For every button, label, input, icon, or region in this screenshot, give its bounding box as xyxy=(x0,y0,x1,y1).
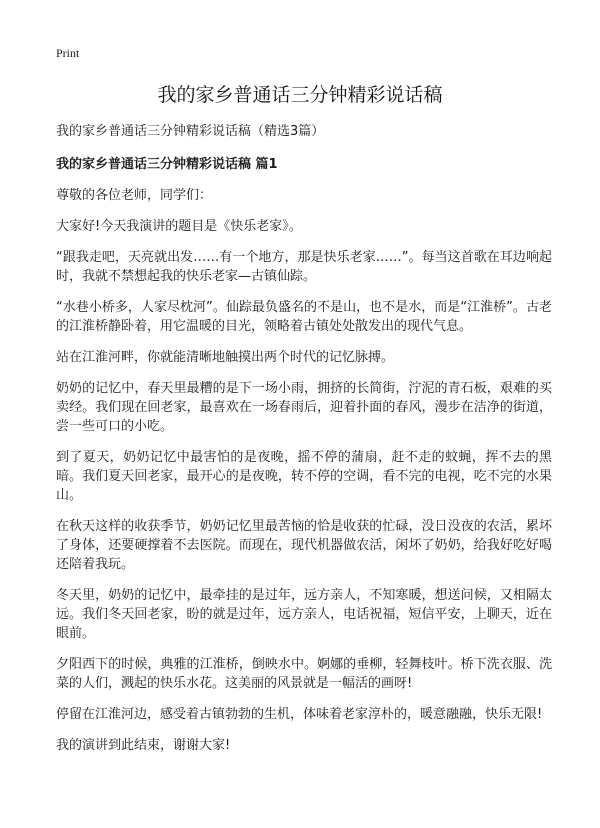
paragraph: 我的演讲到此结束，谢谢大家! xyxy=(56,738,231,753)
document-subtitle: 我的家乡普通话三分钟精彩说话稿（精选3篇） xyxy=(56,124,325,139)
document-body xyxy=(56,122,552,767)
section-heading: 我的家乡普通话三分钟精彩说话稿 篇1 xyxy=(56,157,278,172)
paragraph: 奶奶的记忆中，春天里最糟的是下一场小雨，拥挤的长简街，泞泥的青石板，艰难的买卖经。我们现在回老家，最喜欢在一场春雨后，迎着扑面的春风，漫步在洁净的街道，尝一些可口的小吃。 xyxy=(56,381,552,434)
paragraph: 站在江淮河畔，你就能清晰地触摸出两个时代的记忆脉搏。 xyxy=(56,350,395,365)
page-title: 我的家乡普通话三分钟精彩说话稿 xyxy=(157,84,443,106)
paragraph: 夕阳西下的时候，典雅的江淮桥，倒映水中。婀娜的垂柳，轻舞枝叶。桥下洗衣服、洗菜的人们，溅起的快乐水花。这美丽的风景就是一幅活的画呀! xyxy=(56,657,552,691)
paragraph: “水巷小桥多，人家尽枕河”。仙踪最负盛名的不是山，也不是水，而是“江淮桥”。古老的江淮桥静卧着，用它温暖的目光，领略着古镇处处散发出的现代气息。 xyxy=(56,300,552,334)
paragraph: 大家好!今天我演讲的题目是《快乐老家》。 xyxy=(56,219,302,234)
paragraph: “跟我走吧，天亮就出发……有一个地方，那是快乐老家……”。每当这首歌在耳边响起时，我就不禁想起我的快乐老家—古镇仙踪。 xyxy=(56,250,552,284)
paragraph: 在秋天这样的收获季节，奶奶记忆里最苦恼的恰是收获的忙碌，没日没夜的农活，累坏了身体，还要硬撑着不去医院。而现在，现代机器做农活，闲坏了奶奶，给我好吃好喝还陪着我玩。 xyxy=(56,519,552,572)
paragraph: 尊敬的各位老师，同学们： xyxy=(56,188,213,203)
print-link[interactable]: Print xyxy=(56,46,80,60)
paragraph: 冬天里，奶奶的记忆中，最牵挂的是过年，远方亲人，不知寒暖，想送问候，又相隔太远。我们冬天回老家，盼的就是过年，远方亲人，电话祝福，短信平安，上聊天，近在眼前。 xyxy=(56,588,552,641)
paragraph: 到了夏天，奶奶记忆中最害怕的是夜晚，摇不停的蒲扇，赶不走的蚊蝇，挥不去的黑暗。我们夏天回老家，最开心的是夜晚，转不停的空调，看不完的电视，吃不完的水果山。 xyxy=(56,450,552,503)
paragraph: 停留在江淮河边，感受着古镇勃勃的生机，体味着老家淳朴的，暖意融融，快乐无限! xyxy=(56,707,543,722)
